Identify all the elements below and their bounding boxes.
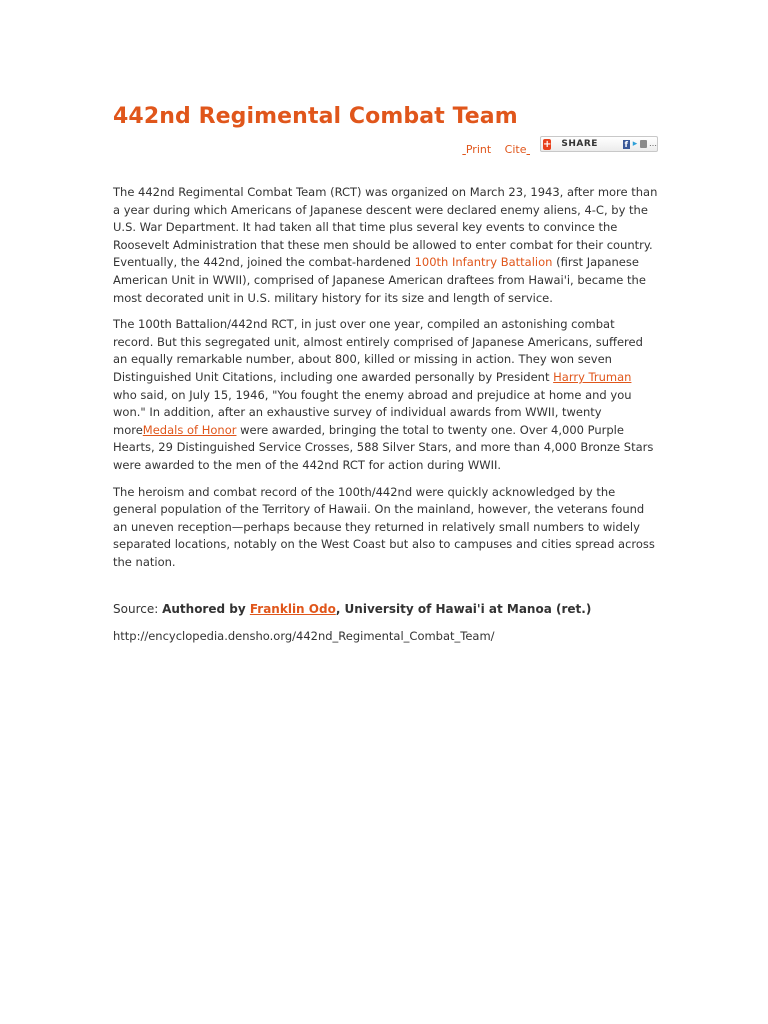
paragraph-1: The 442nd Regimental Combat Team (RCT) was organized on March 23, 1943, after more than a year during which Americans of Japanese descent were declared enemy aliens, 4-C, by the U.S. War Department. It had taken all that time plus several key events to convince the Roosevelt Administration that these men should be allowed to enter combat for their country. Eventually, the 442nd, joined the combat-hardened 100th Infantry Battalion (first Japanese American Unit in WWII), comprised of Japanese American draftees from Hawai'i, became the most decorated unit in U.S. military history for its size and length of service. [113,185,658,305]
share-button[interactable] [540,136,658,152]
paragraph-3: The heroism and combat record of the 100th/442nd were quickly acknowledged by the general population of the Territory of Hawaii. On the mainland, however, the veterans found an uneven reception—perhaps because they returned in relatively small numbers to widely separated locations, notably on the West Coast but also to campuses and cities spread across the nation. [113,484,655,569]
email-icon[interactable] [640,140,647,148]
plus-icon: + [543,138,552,150]
cite-link[interactable] [505,143,530,156]
paragraph-2: The 100th Battalion/442nd RCT, in just over one year, compiled an astonishing combat record. But this segregated unit, almost entirely comprised of Japanese Americans, suffered an equally remarkable number, about 800, killed or missing in action. They won seven Distinguished Unit Citations, including one awarded personally by President Harry Truman who said, on July 15, 1946, "You fought the enemy abroad and prejudice at home and you won." In addition, after an exhaustive survey of individual awards from WWII, twenty moreMedals of Honor were awarded, bringing the total to twenty one. Over 4,000 Purple Hearts, 29 Distinguished Service Crosses, 588 Silver Stars, and more than 4,000 Bronze Stars were awarded to the men of the 442nd RCT for action during WWII. [113,317,654,472]
link-harry-truman[interactable]: Harry Truman [553,369,632,384]
author-link[interactable]: Franklin Odo [249,602,336,617]
facebook-icon[interactable]: f [624,139,629,149]
article-toolbar [113,140,658,162]
share-label: SHARE [561,139,598,149]
twitter-icon[interactable]: ▸ [632,138,638,149]
source-line [113,599,658,619]
print-link[interactable] [462,143,491,156]
print-label: Print [465,143,492,156]
link-medals-of-honor[interactable]: Medals of Honor [142,422,237,437]
author-affiliation: , University of Hawai'i at Manoa (ret.) [335,602,592,617]
cite-label: Cite [504,143,527,156]
source-prefix: Source: [113,602,163,617]
link-100th-infantry-battalion[interactable]: 100th Infantry Battalion [414,255,553,270]
article [113,100,658,645]
source-url: http://encyclopedia.densho.org/442nd_Regimental_Combat_Team/ [113,629,495,644]
page-title: 442nd Regimental Combat Team [113,104,518,129]
authored-by: Authored by [162,602,250,617]
more-share-label[interactable]: … [649,139,658,148]
